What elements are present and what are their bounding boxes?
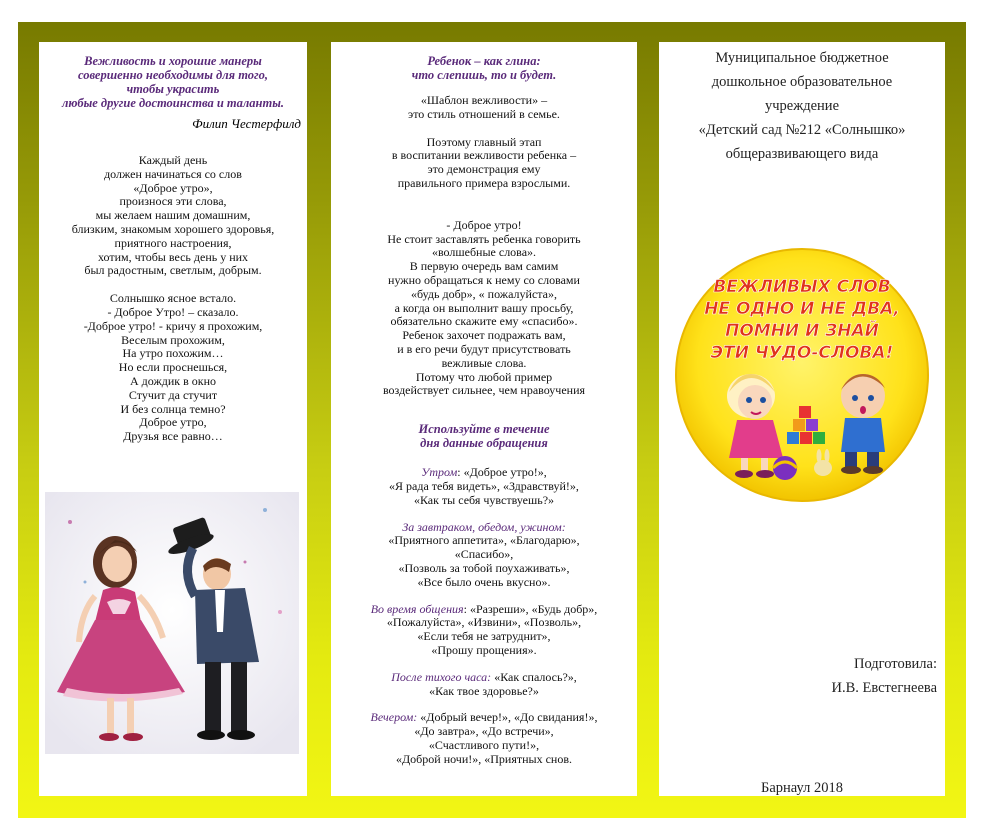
phrase-line: «До завтра», «До встречи», <box>414 724 554 739</box>
text-line: близким, знакомым хорошего здоровья, <box>71 221 275 236</box>
main-stage-paragraph <box>331 136 637 191</box>
good-morning-text <box>39 154 307 278</box>
phrase-line: «Приятного аппетита», «Благодарю», <box>388 533 580 548</box>
heading-line: Используйте в течение <box>418 422 550 437</box>
phrase-line: : «Доброе утро!», <box>457 465 547 480</box>
prepared-name: И.В. Евстегнеева <box>831 680 937 696</box>
sunshine-poem <box>39 292 307 444</box>
institution-name <box>659 46 945 166</box>
poem-line: Друзья все равно… <box>123 429 223 444</box>
phrase-group-meals <box>331 521 637 590</box>
prepared-by <box>831 652 937 700</box>
polite-words-badge <box>673 246 931 504</box>
phrase-line: «Как ты себя чувствуешь?» <box>413 492 555 507</box>
badge-text-line: ПОМНИ И ЗНАЙ <box>725 321 879 341</box>
phrase-line: «Позволь за тобой поухаживать», <box>398 560 570 575</box>
politeness-paragraph <box>331 94 637 122</box>
text-line: а когда он выполнит вашу просьбу, <box>394 300 574 315</box>
phrase-line: «Как спалось?», <box>491 669 577 684</box>
text-line: «волшебные слова». <box>431 245 537 260</box>
institution-line: общеразвивающего вида <box>725 146 879 162</box>
phrase-line: «Пожалуйста», «Извини», «Позволь», <box>386 615 582 630</box>
quote-line: любые другие достоинства и таланты. <box>61 96 285 110</box>
clay-epigraph <box>331 54 637 82</box>
brochure-sheet <box>18 22 966 818</box>
middle-panel <box>331 42 637 796</box>
phrase-group-after-nap <box>331 671 637 699</box>
phrase-time-label: Во время общения <box>370 601 464 616</box>
text-line: - Доброе утро! <box>446 217 522 232</box>
prepared-label: Подготовила: <box>853 656 937 672</box>
phrase-line: «Все было очень вкусно». <box>417 574 551 589</box>
heading-line: дня данные обращения <box>420 436 548 451</box>
phrase-line: «Добрый вечер!», «До свидания!», <box>417 710 598 725</box>
text-line: «Доброе утро», <box>133 180 213 195</box>
text-line: хотим, чтобы весь день у них <box>97 249 249 264</box>
use-phrases-heading <box>331 422 637 450</box>
quote-line: чтобы украсить <box>126 82 220 96</box>
polite-children-illustration <box>45 492 299 754</box>
phrase-line: «Счастливого пути!», <box>428 737 540 752</box>
phrase-group-morning <box>331 466 637 507</box>
poem-line: Доброе утро, <box>139 415 207 430</box>
text-line: «будь добр», « пожалуйста», <box>411 286 557 301</box>
poem-line: - Доброе Утро! – сказало. <box>107 304 239 319</box>
phrase-line: «Доброй ночи!», «Приятных снов. <box>395 751 573 766</box>
epigraph-line: что слепишь, то и будет. <box>411 68 557 82</box>
left-panel <box>39 42 307 796</box>
institution-line: Муниципальное бюджетное <box>715 50 889 66</box>
quote-line: совершенно необходимы для того, <box>77 68 268 82</box>
text-line: Ребенок захочет подражать вам, <box>402 328 566 343</box>
quote-author: Филип Честерфилд <box>192 116 301 131</box>
poem-line: Солнышко ясное встало. <box>109 291 237 306</box>
text-line: обязательно скажите ему «спасибо». <box>390 314 578 329</box>
text-line: Каждый день <box>138 153 208 167</box>
chesterfield-quote <box>39 54 307 110</box>
badge-text-line: ВЕЖЛИВЫХ СЛОВ <box>713 277 891 297</box>
text-line: должен начинаться со слов <box>104 166 242 181</box>
text-line: приятного настроения, <box>114 235 232 250</box>
institution-line: дошкольное образовательное <box>711 74 893 90</box>
phrase-group-conversation <box>331 603 637 658</box>
phrase-line: «Я рада тебя видеть», «Здравствуй!», <box>389 478 579 493</box>
poem-line: Но если проснешься, <box>118 360 228 375</box>
poem-line: И без солнца темно? <box>120 401 226 416</box>
phrase-line: «Как твое здоровье?» <box>429 683 539 698</box>
text-line: это стиль отношений в семье. <box>408 106 560 121</box>
institution-line: учреждение <box>764 98 839 114</box>
text-line: Потому что любой пример <box>415 369 553 384</box>
text-line: это демонстрация ему <box>427 162 541 177</box>
city-year: Барнаул 2018 <box>761 780 843 796</box>
badge-text-line: НЕ ОДНО И НЕ ДВА, <box>704 299 900 319</box>
text-line: в воспитании вежливости ребенка – <box>391 148 577 163</box>
phrase-line: : «Разреши», «Будь добр», <box>463 601 598 616</box>
poem-line: На утро похожим… <box>122 346 224 361</box>
text-line: и в его речи будут присутствовать <box>397 341 571 356</box>
phrase-line: «Если тебя не затруднит», <box>417 629 551 644</box>
text-line: Не стоит заставлять ребенка говорить <box>387 231 581 246</box>
text-line: вежливые слова. <box>441 355 527 370</box>
phrase-time-label: За завтраком, обедом, ужином: <box>402 519 566 534</box>
text-line: правильного примера взрослыми. <box>397 175 571 190</box>
phrase-line: «Прошу прощения». <box>431 642 537 657</box>
text-line: произнося эти слова, <box>119 194 227 209</box>
poem-line: А дождик в окно <box>129 373 217 388</box>
text-line: Поэтому главный этап <box>426 134 542 149</box>
badge-text-line: ЭТИ ЧУДО-СЛОВА! <box>710 343 894 363</box>
text-line: был радостным, светлым, добрым. <box>84 263 262 278</box>
poem-line: Веселым прохожим, <box>121 332 225 347</box>
text-line: мы желаем нашим домашним, <box>95 208 251 223</box>
phrase-time-label: Утром <box>421 465 458 480</box>
phrase-line: «Спасибо», <box>454 547 514 562</box>
phrase-time-label: Вечером: <box>370 710 418 725</box>
institution-line: «Детский сад №212 «Солнышко» <box>698 122 906 138</box>
quote-line: Вежливость и хорошие манеры <box>84 54 262 68</box>
right-panel <box>659 42 945 796</box>
text-line: «Шаблон вежливости» – <box>420 93 548 107</box>
text-line: нужно обращаться к нему со словами <box>388 272 580 287</box>
text-line: воздействует сильнее, чем нравоучения <box>382 383 586 398</box>
poem-line: -Доброе утро! - кричу я прохожим, <box>83 318 263 333</box>
phrase-time-label: После тихого часа: <box>391 669 492 684</box>
advice-paragraph <box>331 219 637 398</box>
phrase-group-evening <box>331 711 637 766</box>
text-line: В первую очередь вам самим <box>409 259 559 274</box>
epigraph-line: Ребенок – как глина: <box>427 54 541 68</box>
poem-line: Стучит да стучит <box>128 387 218 402</box>
